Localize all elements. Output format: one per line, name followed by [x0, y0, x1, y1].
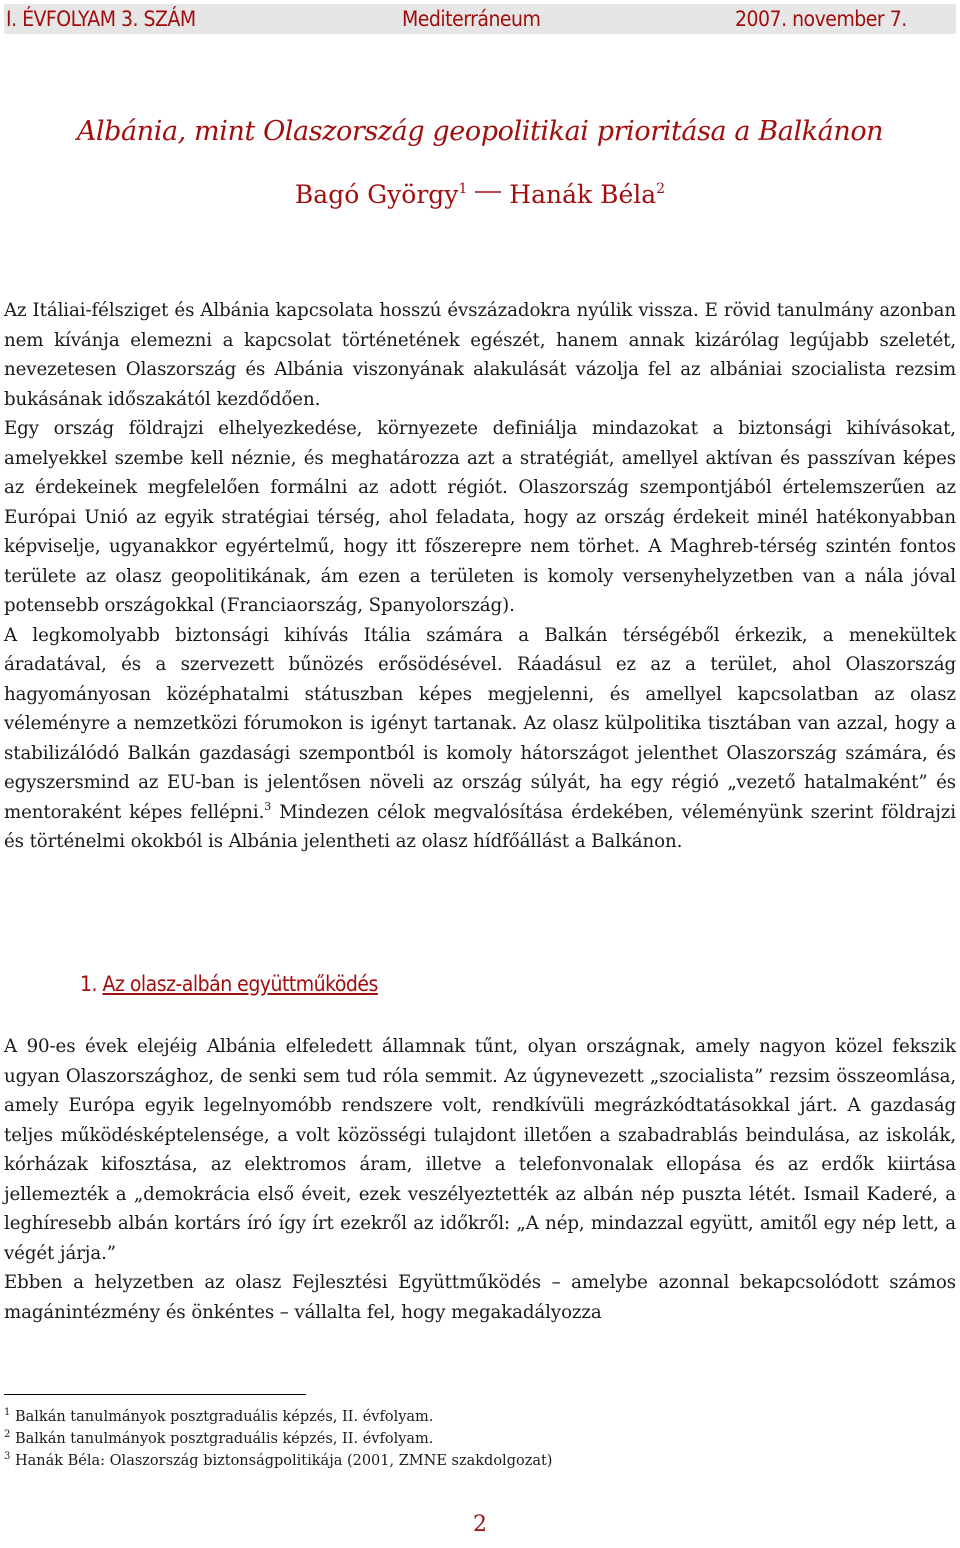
- paragraph: Az Itáliai-félsziget és Albánia kapcsolata hosszú évszázadokra nyúlik vissza. E rövid tanulmány azonban nem kívánja elemezni a kapcsolat történetének egészét, hanem annak kizárólag legújabb szeletét, nevezetesen Olaszország és Albánia viszonyának alakulását vázolja fel az albániai szocialista rezsim bukásának időszakától kezdődően.: [4, 300, 956, 410]
- header-journal: Mediterráneum: [402, 7, 541, 31]
- section-number: 1.: [80, 972, 103, 996]
- footnote-ref: 1: [458, 181, 468, 197]
- footnote-text: Hanák Béla: Olaszország biztonságpolitikája (2001, ZMNE szakdolgozat): [10, 1453, 553, 1469]
- header-date: 2007. november 7.: [735, 7, 907, 31]
- footnote-ref: 3: [264, 799, 272, 813]
- footnote-text: Balkán tanulmányok posztgraduális képzés, II. évfolyam.: [10, 1431, 434, 1447]
- footnote-text: Balkán tanulmányok posztgraduális képzés, II. évfolyam.: [10, 1409, 434, 1425]
- footnote: [4, 1450, 552, 1472]
- paragraph: Egy ország földrajzi elhelyezkedése, környezete definiálja mindazokat a biztonsági kihívásokat, amelyekkel szembe kell néznie, és meghatározza azt a stratégiát, amellyel aktívan és passzívan képes az érdekeinek megfelelően formálni az adott régiót. Olaszország szempontjából értelemszerűen az Európai Unió az egyik stratégiai térség, ahol feladata, hogy az ország érdekeit minél hatékonyabban képviselje, ugyanakkor egyértelmű, hogy itt főszerepre nem törhet. A Maghreb-térség szintén fontos területe az olasz geopolitikának, ám ezen a területen is komoly versenyhelyzetben van a nála jóval potensebb országokkal (Franciaország, Spanyolország).: [4, 418, 956, 616]
- footnotes: [4, 1406, 552, 1472]
- paragraph-text: Mindezen célok megvalósítása érdekében, véleményünk szerint földrajzi és történelmi okokból is Albánia jelentheti az olasz hídfőállást a Balkánon.: [4, 801, 956, 852]
- footnote: [4, 1406, 552, 1428]
- paragraph: A 90-es évek elejéig Albánia elfeledett államnak tűnt, olyan országnak, amely nagyon közel fekszik ugyan Olaszországhoz, de senki sem tud róla semmit. Az úgynevezett „szocialista” rezsim összeomlása, amely Európa egyik legelnyomóbb rendszere volt, rendkívüli megrázkódtatásokkal járt. A gazdaság teljes működésképtelensége, a volt közösségi tulajdont illetően a szabadrablás beindulása, az iskolák, kórházak kifosztása, az elektromos áram, illetve a telefonvonalak ellopása és az erdők kiirtása jellemezték a „demokrácia első éveit, ezek veszélyeztették az albán nép puszta létét. Ismail Kaderé, a leghíresebb albán kortárs író így írt ezekről az időkről: „A nép, mindazzal együtt, amitől egy nép lett, a végét járja.”: [4, 1036, 956, 1264]
- section-title: Az olasz-albán együttműködés: [102, 972, 378, 996]
- section-text: [4, 1032, 956, 1327]
- footnote-number: 3: [4, 1451, 11, 1462]
- footnote-separator: [4, 1394, 306, 1395]
- section-heading: [80, 972, 378, 996]
- footnote-number: 1: [4, 1407, 11, 1418]
- footnote-ref: 2: [656, 181, 666, 197]
- author-name: Hanák Béla: [509, 180, 657, 209]
- article-title: Albánia, mint Olaszország geopolitikai prioritása a Balkánon: [76, 116, 884, 147]
- footnote: [4, 1428, 552, 1450]
- paragraph-text: A legkomolyabb biztonsági kihívás Itália számára a Balkán térségéből érkezik, a menekültek áradatával, és a szervezett bűnözés erősödésével. Ráadásul ez az a terület, ahol Olaszország hagyományosan középhatalmi státuszban képes megjelenni, és amellyel kapcsolatban az olasz véleményre a nemzetközi fórumokon is igényt tartanak. Az olasz külpolitika tisztában van azzal, hogy a stabilizálódó Balkán gazdasági szempontból is komoly hátországot jelenthet Olaszország számára, és egyszersmind az EU-ban is jelentősen növeli az ország súlyát, ha egy régió „vezető hatalmaként” és mentoraként képes fellépni.: [4, 624, 956, 823]
- paragraph: Ebben a helyzetben az olasz Fejlesztési Együttműködés – amelybe azonnal bekapcsolódott számos magánintézmény és önkéntes – vállalta fel, hogy megakadályozza: [4, 1272, 956, 1323]
- page-number: 2: [473, 1512, 487, 1537]
- footnote-number: 2: [4, 1429, 11, 1440]
- intro-text: [4, 296, 956, 857]
- header-volume: I. ÉVFOLYAM 3. SZÁM: [6, 7, 196, 31]
- author-line: [0, 180, 960, 209]
- running-header: [4, 4, 956, 34]
- paragraph: [4, 621, 956, 857]
- author-name: Bagó György: [294, 180, 459, 209]
- author-separator: [475, 180, 501, 209]
